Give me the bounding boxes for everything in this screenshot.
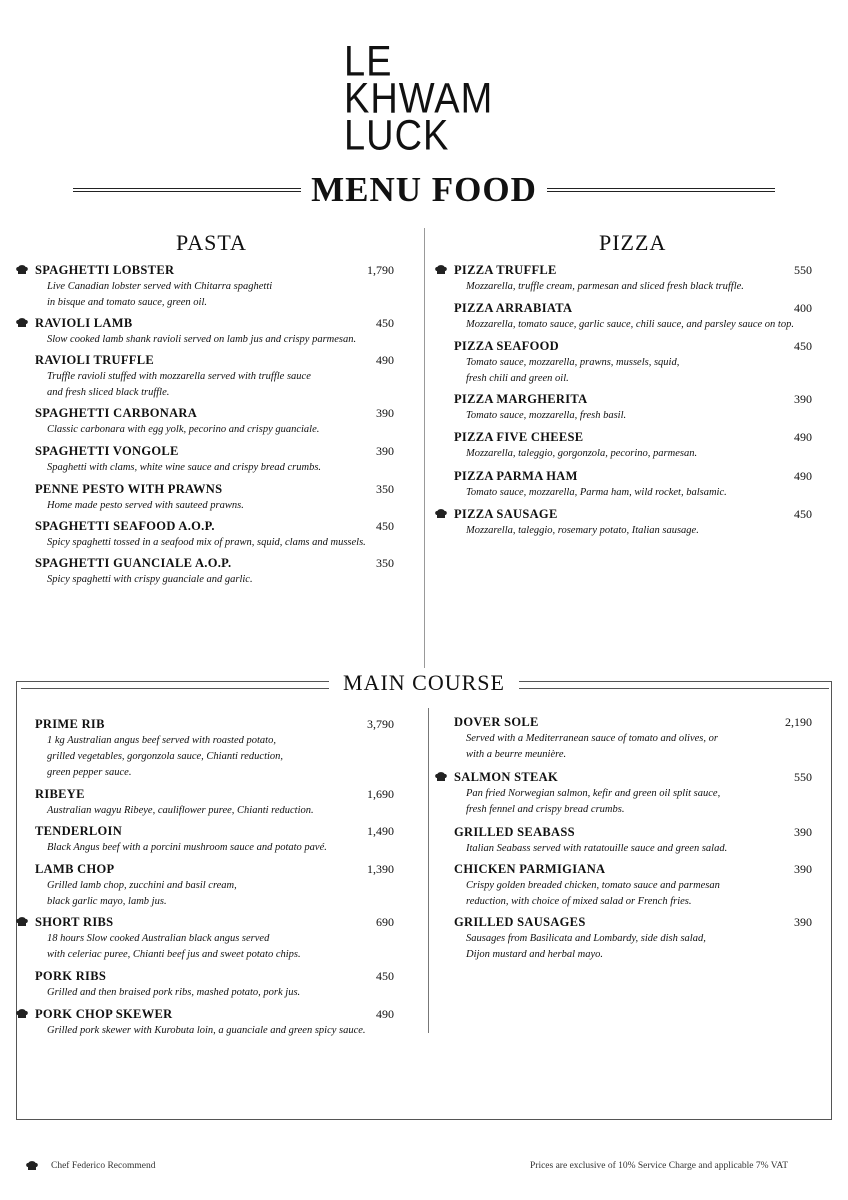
menu-item-description: fresh chili and green oil. [466, 373, 569, 384]
menu-item [35, 406, 394, 438]
menu-item-price: 550 [794, 263, 812, 277]
menu-item-name: PIZZA PARMA HAM [454, 469, 578, 483]
menu-item-price: 1,390 [367, 862, 394, 876]
menu-item-description: and fresh sliced black truffle. [47, 387, 170, 398]
page-title [0, 170, 848, 210]
menu-item-name: PRIME RIB [35, 717, 105, 731]
menu-item-description: Australian wagyu Ribeye, cauliflower puree, Chianti reduction. [47, 805, 314, 816]
menu-item-name: CHICKEN PARMIGIANA [454, 862, 606, 876]
menu-item [454, 915, 812, 963]
menu-item-description: Pan fried Norwegian salmon, kefir and green oil split sauce, [466, 788, 721, 799]
menu-item-description: Dijon mustard and herbal mayo. [466, 949, 603, 960]
menu-item-description: Spicy spaghetti tossed in a seafood mix of prawn, squid, clams and mussels. [47, 537, 366, 548]
menu-item [35, 556, 394, 588]
chef-hat-icon [15, 317, 29, 329]
menu-item [454, 469, 812, 501]
menu-item-name: SPAGHETTI LOBSTER [35, 263, 175, 277]
menu-item-name: PORK CHOP SKEWER [35, 1007, 173, 1021]
menu-item-description: with a beurre meunière. [466, 749, 567, 760]
menu-item-price: 390 [794, 862, 812, 876]
menu-item-name: SALMON STEAK [454, 770, 558, 784]
chef-legend-label: Chef Federico Recommend [51, 1161, 156, 1171]
menu-item-description: with celeriac puree, Chianti beef jus and sweet potato chips. [47, 949, 301, 960]
menu-item [35, 519, 394, 551]
menu-item [35, 787, 394, 819]
menu-item [454, 430, 812, 462]
menu-item-description: Slow cooked lamb shank ravioli served on lamb jus and crispy parmesan. [47, 334, 357, 345]
menu-item-description: black garlic mayo, lamb jus. [47, 896, 167, 907]
logo-line-2: KHWAM [344, 75, 494, 123]
menu-item [35, 915, 394, 963]
menu-item [35, 717, 394, 781]
main-course-title [0, 670, 848, 696]
menu-item-price: 3,790 [367, 717, 394, 731]
menu-item-name: PIZZA TRUFFLE [454, 263, 557, 277]
menu-item-price: 490 [376, 353, 394, 367]
menu-item-price: 450 [794, 339, 812, 353]
menu-item-price: 450 [794, 507, 812, 521]
menu-item-price: 390 [376, 444, 394, 458]
menu-item-description: Grilled and then braised pork ribs, mashed potato, pork jus. [47, 987, 301, 998]
menu-item-description: Mozzarella, tomato sauce, garlic sauce, chili sauce, and parsley sauce on top. [466, 319, 794, 330]
menu-item-description: Tomato sauce, mozzarella, fresh basil. [466, 410, 627, 421]
menu-item-price: 690 [376, 915, 394, 929]
menu-item-name: PIZZA FIVE CHEESE [454, 430, 584, 444]
menu-item [35, 316, 394, 348]
menu-item-description: Live Canadian lobster served with Chitarra spaghetti [47, 281, 273, 292]
menu-item-name: PORK RIBS [35, 969, 107, 983]
menu-item-price: 400 [794, 301, 812, 315]
menu-item-description: Mozzarella, truffle cream, parmesan and sliced fresh black truffle. [466, 281, 744, 292]
chef-hat-icon [15, 916, 29, 928]
chef-hat-icon [434, 264, 448, 276]
menu-item [35, 482, 394, 514]
menu-item-name: SPAGHETTI SEAFOOD A.O.P. [35, 519, 215, 533]
menu-item [454, 507, 812, 539]
menu-item [35, 263, 394, 311]
menu-item-description: Tomato sauce, mozzarella, prawns, mussels, squid, [466, 357, 680, 368]
column-divider [424, 228, 425, 668]
menu-item-name: PENNE PESTO WITH PRAWNS [35, 482, 223, 496]
chef-hat-icon [15, 1008, 29, 1020]
chef-hat-icon [15, 264, 29, 276]
menu-item-name: DOVER SOLE [454, 715, 539, 729]
menu-item-name: RAVIOLI TRUFFLE [35, 353, 154, 367]
menu-item-description: in bisque and tomato sauce, green oil. [47, 297, 208, 308]
menu-item-price: 490 [376, 1007, 394, 1021]
menu-item-name: SPAGHETTI GUANCIALE A.O.P. [35, 556, 232, 570]
menu-item-price: 1,790 [367, 263, 394, 277]
menu-item-name: GRILLED SAUSAGES [454, 915, 586, 929]
price-note: Prices are exclusive of 10% Service Charge and applicable 7% VAT [530, 1161, 789, 1171]
menu-item [35, 353, 394, 401]
menu-item-name: PIZZA ARRABIATA [454, 301, 573, 315]
menu-item-description: 18 hours Slow cooked Australian black angus served [47, 933, 270, 944]
menu-item-price: 550 [794, 770, 812, 784]
menu-item-description: Sausages from Basilicata and Lombardy, side dish salad, [466, 933, 706, 944]
menu-item-description: Spicy spaghetti with crispy guanciale and garlic. [47, 574, 253, 585]
menu-item-description: Crispy golden breaded chicken, tomato sauce and parmesan [466, 880, 720, 891]
chef-hat-icon [434, 508, 448, 520]
menu-item-name: TENDERLOIN [35, 824, 123, 838]
menu-item-description: Tomato sauce, mozzarella, Parma ham, wild rocket, balsamic. [466, 487, 727, 498]
menu-item-price: 450 [376, 316, 394, 330]
menu-item-name: PIZZA SAUSAGE [454, 507, 558, 521]
menu-item-description: fresh fennel and crispy bread crumbs. [466, 804, 625, 815]
menu-item [35, 969, 394, 1001]
menu-item [454, 715, 812, 763]
menu-item-price: 1,690 [367, 787, 394, 801]
menu-item-price: 390 [794, 915, 812, 929]
menu-item-price: 350 [376, 556, 394, 570]
menu-item [35, 824, 394, 856]
menu-item-name: RAVIOLI LAMB [35, 316, 133, 330]
restaurant-logo [344, 38, 544, 160]
menu-item [35, 862, 394, 910]
menu-item-description: Black Angus beef with a porcini mushroom sauce and potato pavé. [47, 842, 327, 853]
main-column-divider [428, 708, 429, 1033]
menu-item-description: Grilled pork skewer with Kurobuta loin, a guanciale and green spicy sauce. [47, 1025, 366, 1036]
menu-item-description: grilled vegetables, gorgonzola sauce, Chianti reduction, [47, 751, 284, 762]
menu-item [454, 770, 812, 818]
menu-item-description: Grilled lamb chop, zucchini and basil cream, [47, 880, 237, 891]
menu-item-description: reduction, with choice of mixed salad or French fries. [466, 896, 692, 907]
menu-item-price: 490 [794, 430, 812, 444]
menu-item-price: 490 [794, 469, 812, 483]
menu-item-description: Spaghetti with clams, white wine sauce and crispy bread crumbs. [47, 462, 322, 473]
menu-item-price: 390 [794, 392, 812, 406]
menu-item-price: 450 [376, 969, 394, 983]
pasta-title: PASTA [176, 230, 247, 255]
menu-item-name: SPAGHETTI CARBONARA [35, 406, 198, 420]
menu-item-description: Served with a Mediterranean sauce of tomato and olives, or [466, 733, 718, 744]
menu-item-price: 450 [376, 519, 394, 533]
menu-item [454, 339, 812, 387]
menu-item-description: Classic carbonara with egg yolk, pecorino and crispy guanciale. [47, 424, 320, 435]
logo-line-1: LE [344, 38, 393, 86]
menu-item-name: PIZZA MARGHERITA [454, 392, 588, 406]
menu-item-name: GRILLED SEABASS [454, 825, 575, 839]
logo-line-3: LUCK [344, 112, 450, 160]
chef-hat-icon [25, 1160, 39, 1172]
menu-item-description: Mozzarella, taleggio, rosemary potato, Italian sausage. [466, 525, 699, 536]
menu-item [454, 301, 812, 333]
menu-item-description: 1 kg Australian angus beef served with roasted potato, [47, 735, 276, 746]
menu-item-name: PIZZA SEAFOOD [454, 339, 559, 353]
main-course-title-text: MAIN COURSE [329, 670, 519, 695]
menu-item-price: 390 [376, 406, 394, 420]
menu-item [35, 444, 394, 476]
menu-item [454, 825, 812, 857]
menu-item-price: 1,490 [367, 824, 394, 838]
menu-item-description: Mozzarella, taleggio, gorgonzola, pecorino, parmesan. [466, 448, 698, 459]
menu-item-description: green pepper sauce. [47, 767, 132, 778]
page-title-text: MENU FOOD [301, 170, 547, 209]
menu-item [454, 862, 812, 910]
menu-item [454, 263, 812, 295]
menu-item-description: Truffle ravioli stuffed with mozzarella served with truffle sauce [47, 371, 311, 382]
menu-item-name: LAMB CHOP [35, 862, 115, 876]
menu-item-price: 2,190 [785, 715, 812, 729]
chef-hat-icon [434, 771, 448, 783]
chef-legend [25, 1160, 155, 1172]
menu-item-name: RIBEYE [35, 787, 85, 801]
menu-item-description: Italian Seabass served with ratatouille sauce and green salad. [466, 843, 728, 854]
pizza-title: PIZZA [599, 230, 667, 255]
menu-item-name: SPAGHETTI VONGOLE [35, 444, 179, 458]
menu-item [454, 392, 812, 424]
menu-item-name: SHORT RIBS [35, 915, 114, 929]
menu-item-price: 390 [794, 825, 812, 839]
menu-item-description: Home made pesto served with sauteed prawns. [47, 500, 244, 511]
menu-item [35, 1007, 394, 1039]
menu-item-price: 350 [376, 482, 394, 496]
